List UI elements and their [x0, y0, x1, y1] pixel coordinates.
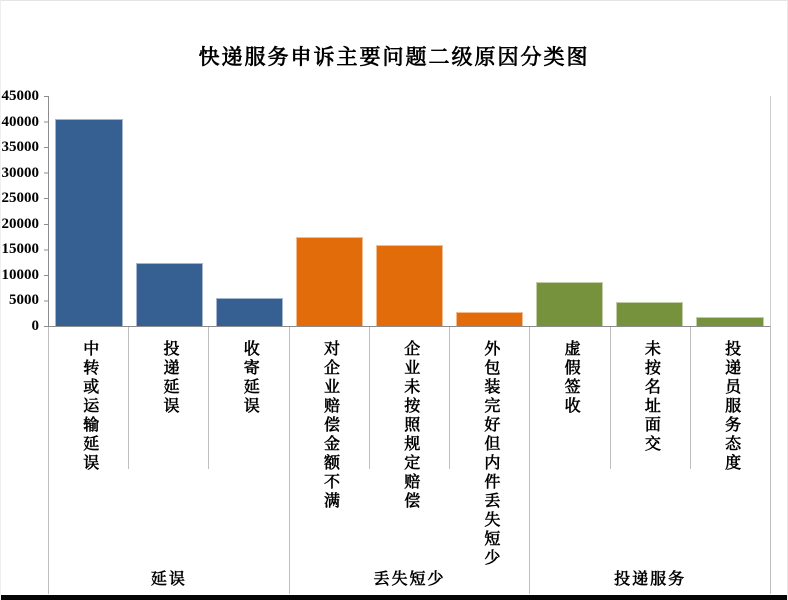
category-group-loss-shortage	[289, 327, 530, 594]
bar-delivery-delay	[136, 263, 203, 326]
category-cell	[290, 327, 369, 511]
bar-slot	[129, 96, 209, 326]
category-group-delay	[48, 327, 289, 594]
category-row	[290, 327, 530, 568]
bar-slot	[49, 96, 129, 326]
group-label: 投递服务	[614, 571, 687, 588]
y-tick-label: 0	[31, 317, 39, 334]
category-row	[530, 327, 770, 473]
bar-slot	[530, 96, 610, 326]
category-label: 未按名址面交	[642, 340, 660, 454]
group-label: 丢失短少	[373, 571, 446, 588]
bar-compensation-not-per-rules	[376, 245, 443, 326]
bar-courier-service-attitude	[696, 317, 763, 326]
bar-slot	[369, 96, 449, 326]
category-cell	[690, 327, 770, 473]
plot-area	[48, 96, 771, 327]
x-axis-label-area	[48, 327, 771, 594]
y-tick-label: 30000	[1, 164, 39, 181]
y-tick-label: 40000	[1, 113, 39, 130]
category-cell	[49, 327, 128, 473]
y-tick-label: 45000	[1, 88, 39, 104]
category-label: 中转或运输延误	[80, 340, 98, 473]
category-cell	[449, 327, 529, 568]
category-label: 虚假签收	[562, 340, 580, 416]
bar-transit-transport-delay	[55, 119, 122, 327]
category-cell	[530, 327, 609, 469]
category-label: 对企业赔偿金额不满	[321, 340, 339, 511]
category-cell	[369, 327, 449, 511]
y-tick-label: 35000	[1, 139, 39, 156]
bar-collection-delay	[216, 298, 283, 326]
bars-row	[49, 96, 770, 326]
category-label: 外包装完好但内件丢失短少	[481, 340, 499, 568]
y-tick-label: 5000	[9, 292, 39, 309]
bar-slot	[209, 96, 289, 326]
y-axis-labels	[1, 87, 39, 335]
y-tick-label: 15000	[1, 241, 39, 258]
bottom-border	[1, 595, 787, 600]
bar-slot	[690, 96, 770, 326]
category-row	[49, 327, 289, 473]
category-label: 收寄延误	[241, 340, 259, 416]
bar-slot	[450, 96, 530, 326]
category-group-delivery-service	[529, 327, 770, 594]
category-label: 投递延误	[161, 340, 179, 416]
y-tick-label: 10000	[1, 266, 39, 283]
y-tick-label: 20000	[1, 215, 39, 232]
category-label: 企业未按照规定赔偿	[401, 340, 419, 511]
category-cell	[208, 327, 288, 469]
category-cell	[128, 327, 208, 469]
bar-compensation-amount-dissatisfied	[296, 237, 363, 326]
bar-false-signing	[536, 282, 603, 327]
group-label: 延误	[150, 571, 187, 588]
y-tick-label: 25000	[1, 190, 39, 207]
bar-slot	[610, 96, 690, 326]
category-label: 投递员服务态度	[722, 340, 740, 473]
category-cell	[610, 327, 690, 469]
bar-slot	[289, 96, 369, 326]
bar-package-intact-contents-lost	[456, 312, 523, 326]
chart-title: 快递服务申诉主要问题二级原因分类图	[198, 45, 590, 69]
bar-not-delivered-to-address	[616, 302, 683, 326]
